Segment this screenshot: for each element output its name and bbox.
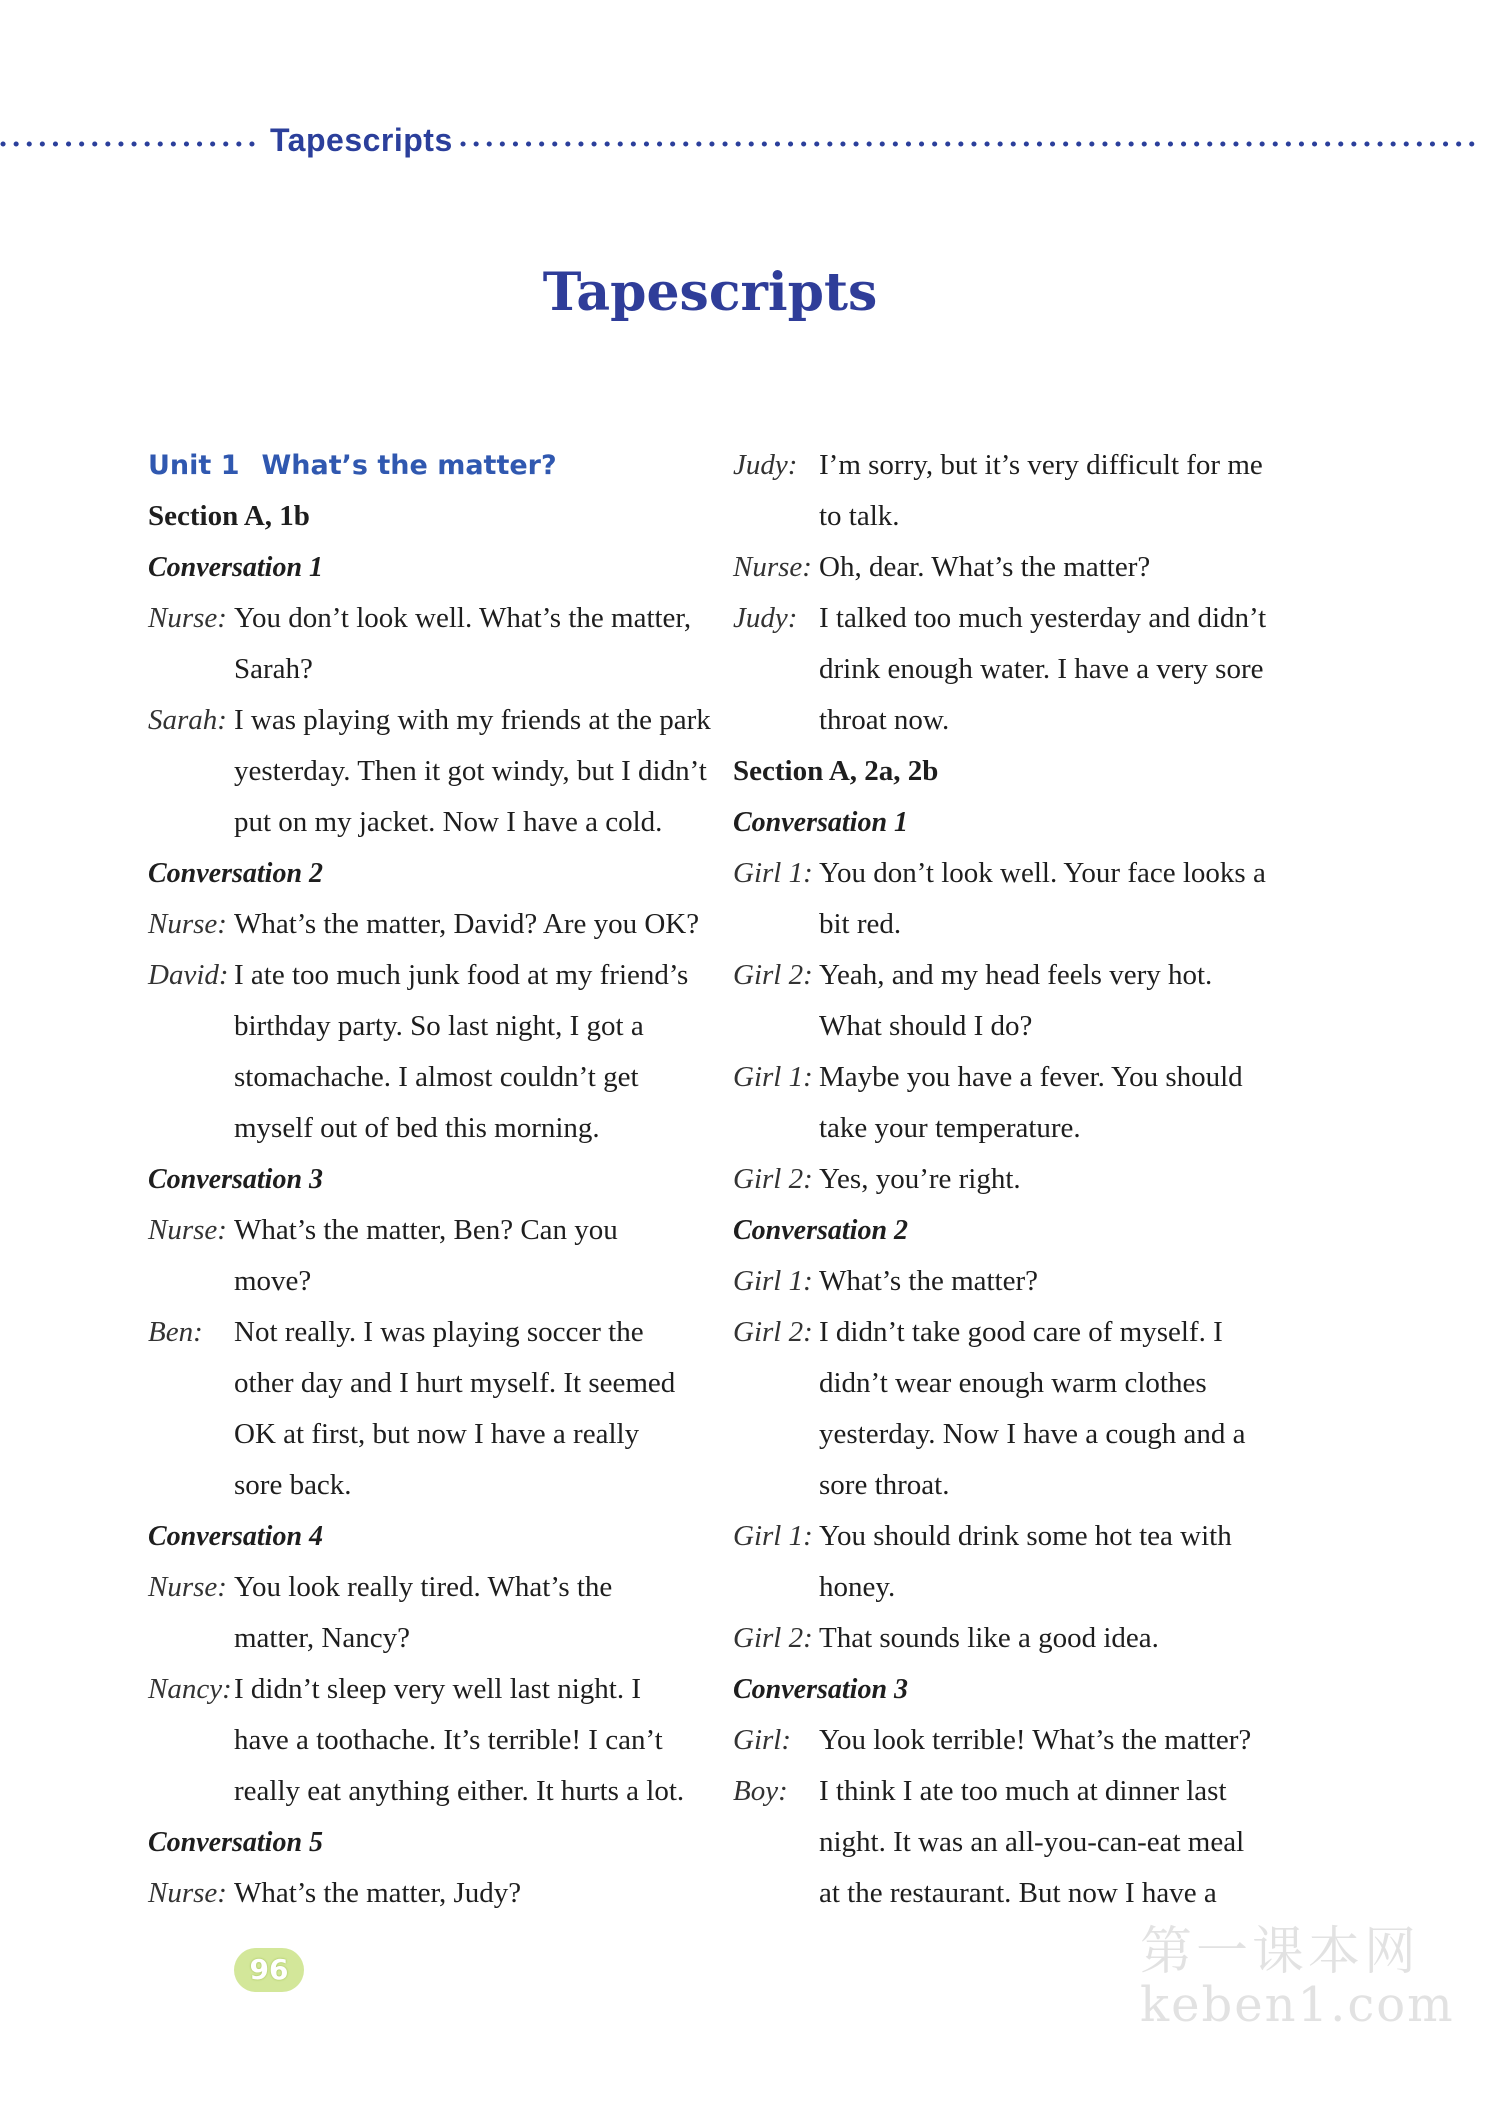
dialogue-line [733, 440, 1293, 491]
speaker-label: Girl 2: [733, 1622, 813, 1654]
dialogue-text: Oh, dear. What’s the matter? [819, 551, 1151, 583]
dialogue-text: Not really. I was playing soccer the [234, 1316, 644, 1348]
speaker-label: Girl 2: [733, 959, 813, 991]
unit-heading [148, 440, 708, 491]
dialogue-text: I didn’t sleep very well last night. I [234, 1673, 641, 1705]
dialogue-text: Maybe you have a fever. You should [819, 1061, 1243, 1093]
speaker-label: Girl 1: [733, 1520, 813, 1552]
dialogue-line [733, 1307, 1293, 1358]
speaker-label: Girl 2: [733, 1163, 813, 1195]
dialogue-continuation [148, 1103, 708, 1154]
dialogue-continuation [148, 1766, 708, 1817]
dialogue-text: other day and I hurt myself. It seemed [234, 1367, 676, 1399]
speaker-label: Nurse: [148, 1877, 227, 1909]
speaker-label: Girl 1: [733, 857, 813, 889]
dialogue-continuation [148, 1256, 708, 1307]
dialogue-text: What’s the matter, Judy? [234, 1877, 522, 1909]
dialogue-line [733, 848, 1293, 899]
conversation-heading: Conversation 1 [733, 807, 909, 838]
dialogue-line [148, 1664, 708, 1715]
dialogue-text: drink enough water. I have a very sore [819, 653, 1264, 685]
dialogue-continuation [733, 1358, 1293, 1409]
conversation-heading: Conversation 1 [148, 552, 324, 583]
speaker-label: Judy: [733, 449, 798, 481]
conversation-heading: Conversation 2 [148, 858, 324, 889]
dialogue-continuation [733, 695, 1293, 746]
speaker-label: Girl: [733, 1724, 791, 1756]
dialogue-text: sore back. [234, 1469, 352, 1501]
speaker-label: Nurse: [148, 1214, 227, 1246]
dialogue-text: take your temperature. [819, 1112, 1081, 1144]
dialogue-text: night. It was an all-you-can-eat meal [819, 1826, 1245, 1858]
dialogue-continuation [733, 1817, 1293, 1868]
dialogue-text: I’m sorry, but it’s very difficult for me [819, 449, 1263, 481]
section-heading: Section A, 2a, 2b [733, 755, 939, 787]
dialogue-text: What should I do? [819, 1010, 1033, 1042]
speaker-label: Nurse: [733, 551, 812, 583]
dialogue-line [733, 1052, 1293, 1103]
dialogue-continuation [148, 1358, 708, 1409]
section-heading: Section A, 1b [148, 500, 310, 532]
dialogue-continuation [733, 1460, 1293, 1511]
dialogue-continuation [148, 1715, 708, 1766]
speaker-label: Ben: [148, 1316, 203, 1348]
dialogue-line [148, 950, 708, 1001]
dialogue-line [148, 593, 708, 644]
dialogue-continuation [148, 746, 708, 797]
left-column [148, 440, 711, 1919]
dialogue-text: You should drink some hot tea with [819, 1520, 1232, 1552]
dialogue-line [148, 1868, 708, 1919]
conversation-heading: Conversation 2 [733, 1215, 909, 1246]
dialogue-text: That sounds like a good idea. [819, 1622, 1159, 1654]
dialogue-text: You look terrible! What’s the matter? [819, 1724, 1252, 1756]
dialogue-continuation [148, 1001, 708, 1052]
dialogue-text: What’s the matter, Ben? Can you [234, 1214, 618, 1246]
dotted-rule-left [0, 141, 258, 147]
dialogue-continuation [733, 1103, 1293, 1154]
dialogue-continuation [148, 797, 708, 848]
dialogue-line [148, 1562, 708, 1613]
dialogue-continuation [733, 899, 1293, 950]
speaker-label: Nancy: [148, 1673, 232, 1705]
dialogue-text: honey. [819, 1571, 896, 1603]
dialogue-text: really eat anything either. It hurts a lot. [234, 1775, 685, 1807]
dialogue-text: Yes, you’re right. [819, 1163, 1021, 1195]
dialogue-text: birthday party. So last night, I got a [234, 1010, 644, 1042]
conversation-heading: Conversation 3 [733, 1674, 909, 1705]
dialogue-line [148, 899, 708, 950]
dialogue-text: I was playing with my friends at the park [234, 704, 711, 736]
dialogue-text: throat now. [819, 704, 950, 736]
speaker-label: Girl 2: [733, 1316, 813, 1348]
dialogue-continuation [148, 1052, 708, 1103]
dialogue-text: myself out of bed this morning. [234, 1112, 600, 1144]
dialogue-text: Sarah? [234, 653, 313, 685]
right-column [733, 440, 1293, 1919]
running-header [0, 122, 1507, 166]
dialogue-continuation [733, 1562, 1293, 1613]
page-number-badge: 96 [234, 1948, 304, 1992]
conversation-heading: Conversation 5 [148, 1827, 324, 1858]
speaker-label: David: [148, 959, 229, 991]
speaker-label: Judy: [733, 602, 798, 634]
speaker-label: Nurse: [148, 602, 227, 634]
dialogue-line [733, 950, 1293, 1001]
dialogue-text: bit red. [819, 908, 902, 940]
conversation-heading: Conversation 3 [148, 1164, 324, 1195]
dot-leader-left [0, 141, 258, 147]
dialogue-text: You don’t look well. What’s the matter, [234, 602, 692, 634]
speaker-label: Nurse: [148, 1571, 227, 1603]
dialogue-text: Yeah, and my head feels very hot. [819, 959, 1213, 991]
left-transcript [148, 542, 711, 1919]
dialogue-line [733, 1766, 1293, 1817]
dialogue-line [148, 1205, 708, 1256]
dialogue-text: yesterday. Then it got windy, but I didn’t [234, 755, 707, 787]
dialogue-text: at the restaurant. But now I have a [819, 1877, 1217, 1909]
dot-leader-right [460, 141, 1480, 147]
watermark-line-2: keben1.com [1140, 1976, 1455, 2033]
dialogue-continuation [733, 491, 1293, 542]
dialogue-text: didn’t wear enough warm clothes [819, 1367, 1207, 1399]
dialogue-continuation [148, 1409, 708, 1460]
dialogue-text: put on my jacket. Now I have a cold. [234, 806, 663, 838]
dialogue-continuation [148, 644, 708, 695]
watermark [1140, 1922, 1455, 2033]
dialogue-text: What’s the matter? [819, 1265, 1039, 1297]
dialogue-line [733, 1256, 1293, 1307]
dialogue-line [733, 1613, 1293, 1664]
conversation-heading: Conversation 4 [148, 1521, 324, 1552]
dialogue-line [733, 1154, 1293, 1205]
dialogue-text: yesterday. Now I have a cough and a [819, 1418, 1246, 1450]
dialogue-line [733, 1715, 1293, 1766]
page-title: Tapescripts [542, 262, 878, 323]
dialogue-text: You look really tired. What’s the [234, 1571, 613, 1603]
dialogue-text: What’s the matter, David? Are you OK? [234, 908, 700, 940]
dialogue-text: sore throat. [819, 1469, 950, 1501]
dialogue-line [733, 1511, 1293, 1562]
dialogue-text: I didn’t take good care of myself. I [819, 1316, 1223, 1348]
dialogue-text: I ate too much junk food at my friend’s [234, 959, 689, 991]
running-header-label: Tapescripts [270, 122, 453, 158]
dialogue-continuation [733, 1001, 1293, 1052]
speaker-label: Sarah: [148, 704, 227, 736]
dialogue-text: You don’t look well. Your face looks a [819, 857, 1266, 889]
dialogue-line [148, 1307, 708, 1358]
speaker-label: Girl 1: [733, 1061, 813, 1093]
dialogue-text: to talk. [819, 500, 900, 532]
right-transcript [733, 440, 1293, 1919]
dialogue-continuation [733, 1409, 1293, 1460]
dialogue-text: have a toothache. It’s terrible! I can’t [234, 1724, 663, 1756]
dialogue-text: matter, Nancy? [234, 1622, 410, 1654]
dotted-rule-right [460, 141, 1480, 147]
dialogue-continuation [148, 1460, 708, 1511]
watermark-line-1: 第一课本网 [1140, 1922, 1421, 1982]
dialogue-continuation [733, 644, 1293, 695]
dialogue-line [733, 542, 1293, 593]
dialogue-text: stomachache. I almost couldn’t get [234, 1061, 639, 1093]
dialogue-continuation [733, 1868, 1293, 1919]
unit-number: Unit 1 [148, 450, 240, 481]
speaker-label: Boy: [733, 1775, 788, 1807]
dialogue-text: I think I ate too much at dinner last [819, 1775, 1227, 1807]
dialogue-text: move? [234, 1265, 312, 1297]
unit-title: What’s the matter? [261, 450, 557, 481]
speaker-label: Nurse: [148, 908, 227, 940]
dialogue-text: I talked too much yesterday and didn’t [819, 602, 1267, 634]
dialogue-line [148, 695, 711, 746]
speaker-label: Girl 1: [733, 1265, 813, 1297]
dialogue-line [733, 593, 1293, 644]
dialogue-text: OK at first, but now I have a really [234, 1418, 640, 1450]
dialogue-continuation [148, 1613, 708, 1664]
